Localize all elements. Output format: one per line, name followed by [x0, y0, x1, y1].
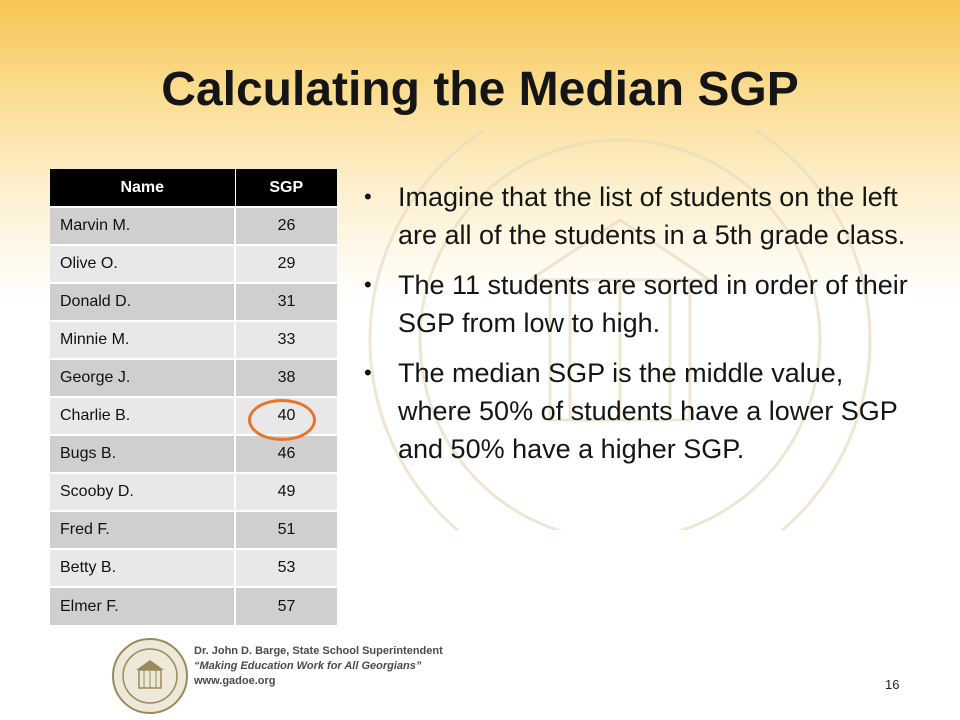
table-row — [50, 207, 337, 245]
student-name: Donald D. — [50, 283, 235, 321]
slide-title: Calculating the Median SGP — [161, 63, 799, 116]
student-sgp: 53 — [235, 549, 337, 587]
bullet-item — [358, 354, 918, 468]
student-name: Minnie M. — [50, 321, 235, 359]
table-row — [50, 359, 337, 397]
student-name: Elmer F. — [50, 587, 235, 625]
column-header-sgp: SGP — [235, 169, 337, 207]
student-name: Betty B. — [50, 549, 235, 587]
student-name: Marvin M. — [50, 207, 235, 245]
bullet-text: The 11 students are sorted in order of their SGP from low to high. — [398, 270, 908, 338]
footer-credits — [194, 644, 443, 689]
student-name: Charlie B. — [50, 397, 235, 435]
bullet-text: Imagine that the list of students on the left are all of the students in a 5th grade class. — [398, 182, 906, 250]
table-row — [50, 511, 337, 549]
median-highlight-circle — [248, 399, 316, 441]
student-sgp: 29 — [235, 245, 337, 283]
bullet-icon: • — [364, 184, 372, 209]
table-row — [50, 283, 337, 321]
student-sgp: 49 — [235, 473, 337, 511]
student-name: Bugs B. — [50, 435, 235, 473]
table-row — [50, 245, 337, 283]
student-sgp: 31 — [235, 283, 337, 321]
student-sgp-median: 40 — [235, 397, 337, 435]
bullet-list — [358, 178, 918, 480]
student-sgp: 26 — [235, 207, 337, 245]
student-name: Fred F. — [50, 511, 235, 549]
bullet-text: The median SGP is the middle value, where 50% of students have a lower SGP and 50% have a higher SGP. — [398, 358, 898, 464]
student-name: George J. — [50, 359, 235, 397]
student-name: Scooby D. — [50, 473, 235, 511]
table-row — [50, 587, 337, 625]
column-header-name: Name — [50, 169, 235, 207]
sgp-table — [50, 169, 337, 625]
table-row — [50, 473, 337, 511]
bullet-icon: • — [364, 360, 372, 385]
table-row — [50, 549, 337, 587]
bullet-item — [358, 178, 918, 254]
footer-website: www.gadoe.org — [194, 675, 276, 687]
student-sgp: 46 — [235, 435, 337, 473]
student-sgp: 57 — [235, 587, 337, 625]
department-seal-logo-icon — [110, 636, 190, 716]
table-row — [50, 321, 337, 359]
table-header-row — [50, 169, 337, 207]
footer-superintendent: Dr. John D. Barge, State School Superintendent — [194, 645, 443, 657]
table-row — [50, 435, 337, 473]
footer-motto: “Making Education Work for All Georgians” — [194, 660, 422, 672]
student-sgp: 38 — [235, 359, 337, 397]
student-sgp: 51 — [235, 511, 337, 549]
page-number: 16 — [885, 677, 900, 692]
student-name: Olive O. — [50, 245, 235, 283]
bullet-item — [358, 266, 918, 342]
student-sgp: 33 — [235, 321, 337, 359]
bullet-icon: • — [364, 272, 372, 297]
